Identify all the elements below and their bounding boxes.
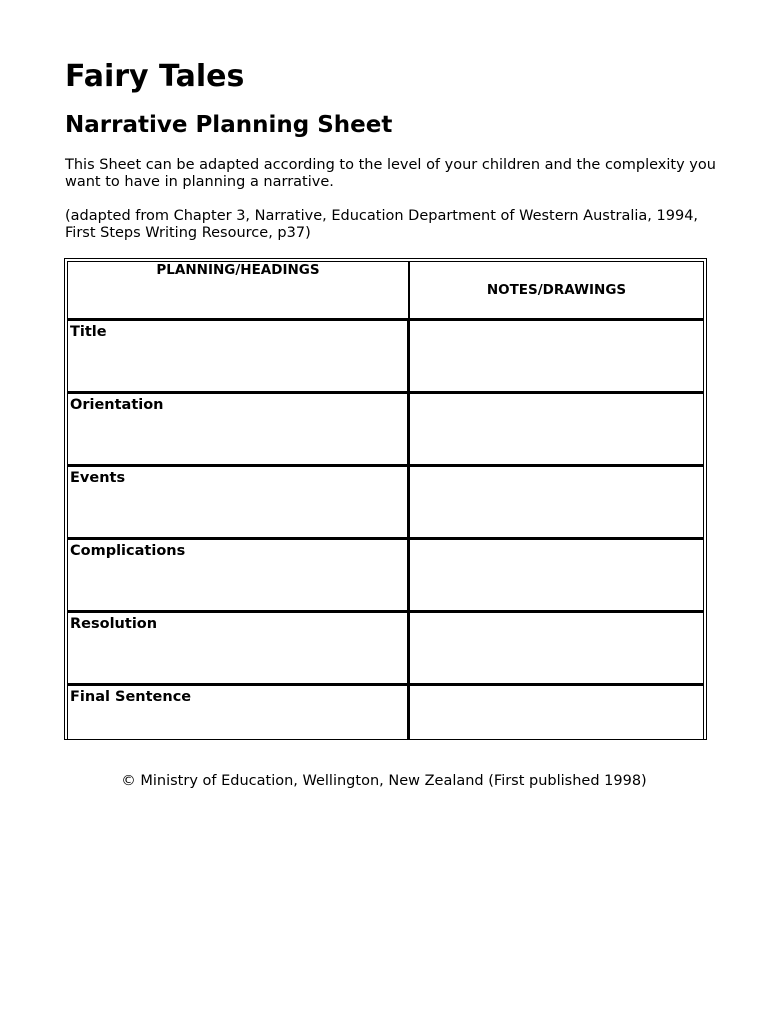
table-row-orientation: [67, 393, 704, 466]
row-label-events: Events: [67, 466, 409, 539]
planning-table-frame: [64, 258, 707, 740]
table-row-resolution: [67, 612, 704, 685]
source-note: (adapted from Chapter 3, Narrative, Education Department of Western Australia, 1994, First Steps Writing Resource, p37): [65, 208, 699, 241]
page-title: Fairy Tales: [65, 59, 245, 94]
copyright-footer: © Ministry of Education, Wellington, New Zealand (First published 1998): [121, 773, 647, 789]
table-row-events: [67, 466, 704, 539]
row-label-final-sentence: Final Sentence: [67, 685, 409, 740]
header-notes-drawings: NOTES/DRAWINGS: [409, 261, 704, 320]
table-row-complications: [67, 539, 704, 612]
table-row-title: [67, 320, 704, 393]
notes-cell-resolution[interactable]: [409, 612, 704, 685]
intro-paragraph: This Sheet can be adapted according to the level of your children and the complexity you want to have in planning a narrative.: [65, 157, 716, 190]
row-label-orientation: Orientation: [67, 393, 409, 466]
planning-table: [67, 261, 704, 740]
header-planning-headings: PLANNING/HEADINGS: [67, 261, 409, 320]
page-subtitle: Narrative Planning Sheet: [65, 112, 393, 138]
notes-cell-final-sentence[interactable]: [409, 685, 704, 740]
row-label-resolution: Resolution: [67, 612, 409, 685]
notes-cell-events[interactable]: [409, 466, 704, 539]
row-label-complications: Complications: [67, 539, 409, 612]
notes-cell-title[interactable]: [409, 320, 704, 393]
table-header-row: [67, 261, 704, 320]
notes-cell-orientation[interactable]: [409, 393, 704, 466]
row-label-title: Title: [67, 320, 409, 393]
notes-cell-complications[interactable]: [409, 539, 704, 612]
table-row-final-sentence: [67, 685, 704, 740]
